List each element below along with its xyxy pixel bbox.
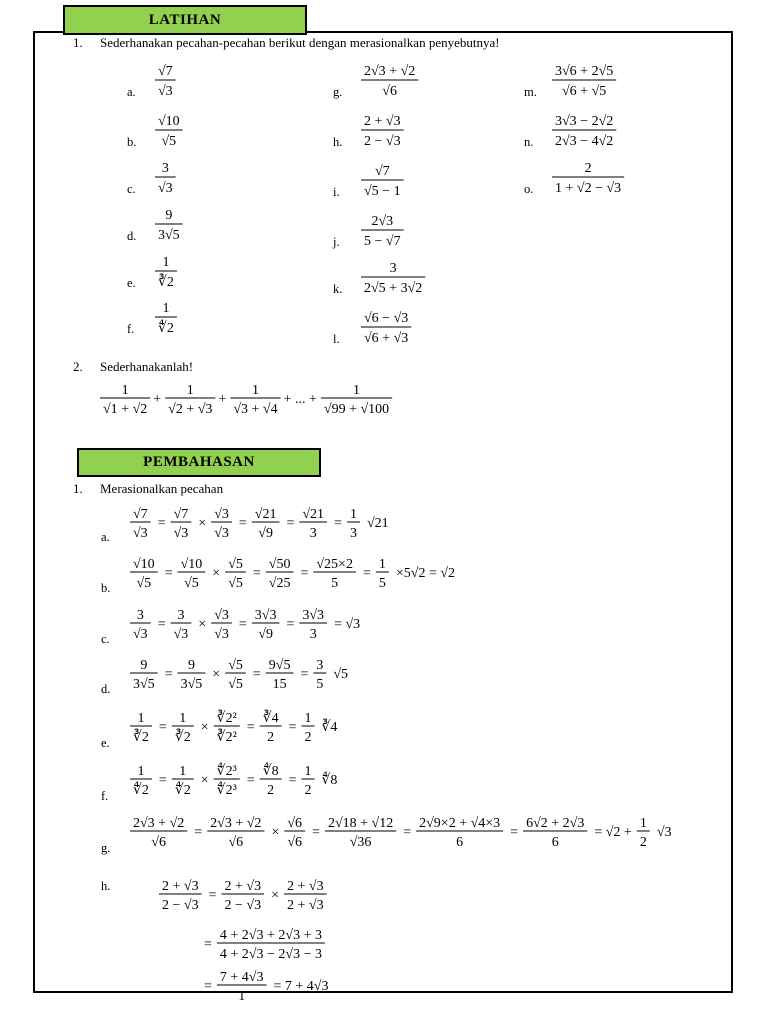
fraction-numerator: √5 [228, 658, 243, 673]
fraction-denominator: 5 [331, 576, 339, 591]
fraction-denominator: √6 [228, 835, 244, 850]
fraction-numerator: 1 [121, 383, 129, 398]
fraction-denominator: √6 [151, 835, 166, 850]
exercise-fraction [359, 157, 469, 203]
solution-step [200, 961, 520, 1009]
fraction-numerator: 1 [304, 764, 312, 779]
exercise-fraction [550, 57, 660, 103]
exercise-label: l. [333, 332, 340, 346]
fraction-numerator: 2 [584, 161, 592, 176]
solution-label: f. [101, 789, 109, 803]
fraction-denominator: 5 [378, 576, 386, 591]
solution-expression [128, 702, 728, 750]
fraction-denominator: ∛2 [158, 275, 174, 290]
math-text: × [198, 616, 207, 632]
fraction-denominator: ∛2 [133, 730, 149, 745]
fraction-numerator: √7 [158, 64, 173, 79]
fraction-numerator: 2√3 + √2 [210, 816, 262, 831]
math-text: = [238, 616, 247, 632]
fraction-denominator: √5 [136, 576, 152, 591]
math-text: = [362, 565, 371, 581]
math-text: × [212, 565, 221, 581]
math-text: = [312, 824, 320, 840]
fraction-denominator: 3√5 [133, 677, 155, 692]
fraction-denominator: 2 [304, 730, 312, 745]
math-text: × [198, 515, 207, 531]
fraction-denominator: 3√5 [180, 677, 203, 692]
fraction-numerator: 2√3 + √2 [364, 64, 416, 79]
fraction-numerator: 1 [349, 507, 357, 522]
exercise-fraction [359, 207, 469, 253]
fraction-numerator: 1 [639, 816, 647, 831]
fraction-numerator: 2√9×2 + √4×3 [419, 816, 501, 831]
math-text: √3 [656, 824, 672, 840]
fraction-numerator: 3 [316, 658, 324, 673]
plus-sign: + [153, 392, 162, 407]
math-text: = [204, 978, 212, 994]
math-text: = [204, 936, 212, 952]
exercise-label: b. [127, 135, 137, 149]
math-text: = [288, 719, 297, 735]
fraction-numerator: √10 [133, 557, 155, 572]
fraction-numerator: √5 [228, 557, 243, 572]
latihan-title: LATIHAN [148, 11, 222, 28]
fraction-denominator: ∜2³ [216, 783, 237, 798]
fraction-denominator: √5 [228, 677, 243, 692]
math-text: × [271, 887, 279, 903]
fraction-denominator: √5 [161, 134, 177, 149]
fraction-numerator: ∜2³ [216, 764, 237, 779]
fraction-denominator: 2√3 − 4√2 [555, 134, 614, 149]
solution-expression [128, 807, 728, 855]
math-text: = [164, 666, 173, 682]
fraction-denominator: √3 [214, 526, 229, 541]
math-text: = √3 [334, 616, 361, 632]
fraction-numerator: ∜8 [262, 764, 279, 779]
solution-step [200, 919, 520, 967]
fraction-numerator: ∛4 [262, 711, 279, 726]
exercise-label: o. [524, 182, 534, 196]
plus-sign: + [218, 392, 227, 407]
fraction-denominator: √3 [158, 181, 173, 196]
fraction-numerator: 3 [136, 608, 144, 623]
fraction-denominator: 2 [267, 783, 275, 798]
solution-label: e. [101, 736, 110, 750]
math-text: = [158, 772, 167, 788]
latihan-banner [63, 5, 307, 35]
fraction-numerator: 1 [186, 383, 194, 398]
fraction-numerator: √25×2 [316, 557, 353, 572]
fraction-denominator: √3 + √4 [233, 402, 278, 417]
fraction-numerator: 9 [165, 208, 173, 223]
math-text: = √2 + [594, 824, 632, 840]
solution-expression [128, 599, 728, 647]
math-text: √5 [333, 666, 349, 682]
fraction-denominator: 1 + √2 − √3 [555, 181, 622, 196]
fraction-numerator: 1 [179, 764, 187, 779]
fraction-denominator: 6 [551, 835, 559, 850]
fraction-denominator: √3 [173, 627, 189, 642]
fraction-denominator: ∜2 [174, 783, 191, 798]
fraction-numerator: √21 [254, 507, 277, 522]
math-text: = [286, 515, 295, 531]
q2-instruction: Sederhanakanlah! [100, 359, 194, 374]
exercise-label: h. [333, 135, 343, 149]
fraction-denominator: √9 [258, 627, 273, 642]
exercise-fraction [359, 254, 469, 300]
fraction-denominator: ∜2 [158, 321, 174, 336]
math-text: = [288, 772, 297, 788]
fraction-denominator: √3 [214, 627, 229, 642]
fraction-denominator: √5 [228, 576, 243, 591]
fraction-denominator: 2 − √3 [364, 134, 401, 149]
fraction-numerator: 4 + 2√3 + 2√3 + 3 [219, 928, 322, 943]
exercise-fraction [550, 154, 660, 200]
fraction-denominator: ∛2 [174, 730, 191, 745]
fraction-numerator: 2√3 [371, 214, 394, 229]
q1-number: 1. [73, 35, 83, 50]
solution-expression [128, 649, 728, 697]
fraction-denominator: 2 [304, 783, 312, 798]
q2-sum-expression [98, 376, 428, 420]
fraction-denominator: 2 [639, 835, 647, 850]
fraction-numerator: 1 [137, 711, 145, 726]
exercise-fraction [359, 107, 469, 153]
math-text: ×5√2 = √2 [395, 565, 456, 581]
fraction-numerator: 3 [161, 161, 169, 176]
fraction-numerator: ∛2² [216, 711, 237, 726]
math-text: = [286, 616, 295, 632]
fraction-numerator: √10 [180, 557, 203, 572]
fraction-numerator: 1 [162, 301, 170, 316]
fraction-denominator: √3 [158, 84, 173, 99]
fraction-numerator: √7 [133, 507, 148, 522]
math-text: = [246, 772, 255, 788]
fraction-numerator: 3 [177, 608, 185, 623]
math-text: = 7 + 4√3 [273, 978, 329, 994]
math-text: = [252, 565, 261, 581]
fraction-denominator: 2 − √3 [162, 898, 199, 913]
fraction-denominator: √3 [173, 526, 189, 541]
math-text: = [208, 887, 217, 903]
fraction-denominator: 15 [272, 677, 287, 692]
solution-label: b. [101, 581, 111, 595]
fraction-denominator: √5 − 1 [364, 184, 401, 199]
math-text: × [200, 772, 209, 788]
fraction-numerator: 1 [179, 711, 187, 726]
exercise-label: g. [333, 85, 343, 99]
exercise-label: e. [127, 276, 136, 290]
fraction-numerator: √6 − √3 [364, 311, 409, 326]
ellipsis-sign: + ... + [283, 392, 317, 407]
fraction-denominator: 2√5 + 3√2 [364, 281, 423, 296]
fraction-numerator: 3√3 [302, 608, 325, 623]
fraction-denominator: 3 [309, 526, 317, 541]
exercise-fraction [153, 57, 263, 103]
fraction-denominator: 3 [309, 627, 317, 642]
fraction-numerator: √6 [287, 816, 303, 831]
math-text: = [238, 515, 247, 531]
fraction-denominator: 1 [238, 989, 246, 1004]
fraction-numerator: √10 [158, 114, 180, 129]
exercise-fraction [153, 201, 263, 247]
fraction-denominator: √3 [133, 627, 148, 642]
fraction-denominator: 2 + √3 [287, 898, 324, 913]
exercise-fraction [153, 154, 263, 200]
fraction-numerator: 3√6 + 2√5 [555, 64, 614, 79]
fraction-numerator: 1 [251, 383, 259, 398]
math-text: = [164, 565, 173, 581]
fraction-denominator: 5 − √7 [364, 234, 401, 249]
fraction-denominator: √6 + √3 [364, 331, 409, 346]
fraction-numerator: √7 [173, 507, 189, 522]
fraction-numerator: 1 [162, 255, 170, 270]
exercise-label: f. [127, 322, 135, 336]
exercise-fraction [153, 248, 263, 294]
fraction-numerator: 6√2 + 2√3 [526, 816, 585, 831]
solution-label: a. [101, 530, 110, 544]
math-text: = [300, 565, 309, 581]
math-text: √21 [366, 515, 389, 531]
fraction-denominator: 4 + 2√3 − 2√3 − 3 [219, 947, 322, 962]
math-text: × [200, 719, 209, 735]
math-text: = [157, 616, 166, 632]
math-text: × [271, 824, 280, 840]
pembahasan-title: PEMBAHASAN [143, 454, 255, 470]
q2-number: 2. [73, 359, 83, 374]
fraction-denominator: √9 [258, 526, 273, 541]
fraction-numerator: 2 + √3 [224, 879, 262, 894]
fraction-denominator: √6 [382, 84, 397, 99]
fraction-denominator: ∛2² [216, 730, 237, 745]
math-text: = [157, 515, 166, 531]
fraction-numerator: √21 [302, 507, 325, 522]
solution-heading: Merasionalkan pecahan [100, 481, 224, 496]
exercise-fraction [359, 57, 469, 103]
math-text: = [510, 824, 519, 840]
fraction-numerator: 2√3 + √2 [133, 816, 185, 831]
solution-number: 1. [73, 481, 83, 496]
solution-expression [128, 548, 728, 596]
fraction-denominator: 2 [267, 730, 275, 745]
fraction-numerator: 1 [137, 764, 145, 779]
fraction-numerator: 2 + √3 [162, 879, 199, 894]
fraction-numerator: 9 [140, 658, 148, 673]
fraction-denominator: √25 [268, 576, 291, 591]
fraction-numerator: 9√5 [268, 658, 291, 673]
fraction-numerator: 1 [353, 383, 361, 398]
math-text: = [300, 666, 309, 682]
pembahasan-banner [77, 448, 321, 477]
exercise-fraction [550, 107, 660, 153]
fraction-denominator: 5 [316, 677, 324, 692]
fraction-denominator: 3 [349, 526, 357, 541]
exercise-fraction [153, 294, 263, 340]
fraction-numerator: 2 + √3 [287, 879, 324, 894]
fraction-numerator: √3 [214, 507, 229, 522]
fraction-numerator: √50 [268, 557, 291, 572]
fraction-denominator: √1 + √2 [103, 402, 148, 417]
exercise-fraction [359, 304, 469, 350]
exercise-label: k. [333, 282, 343, 296]
fraction-denominator: 2 − √3 [224, 898, 262, 913]
fraction-numerator: 3√3 − 2√2 [555, 114, 614, 129]
math-text: = [246, 719, 255, 735]
fraction-denominator: √6 [287, 835, 303, 850]
fraction-numerator: 9 [187, 658, 195, 673]
fraction-numerator: 1 [378, 557, 386, 572]
math-text: ∛4 [321, 719, 338, 735]
fraction-denominator: 3√5 [158, 228, 180, 243]
solution-step [157, 870, 477, 918]
exercise-label: n. [524, 135, 534, 149]
fraction-numerator: 7 + 4√3 [219, 970, 264, 985]
math-text: = [194, 824, 203, 840]
solution-label: d. [101, 682, 111, 696]
solution-label: c. [101, 632, 110, 646]
fraction-denominator: √6 + √5 [562, 84, 607, 99]
fraction-numerator: √3 [214, 608, 229, 623]
exercise-label: m. [524, 85, 537, 99]
exercise-label: c. [127, 182, 136, 196]
math-text: = [252, 666, 261, 682]
exercise-label: a. [127, 85, 136, 99]
q1-instruction: Sederhanakan pecahan-pecahan berikut dengan merasionalkan penyebutnya! [100, 35, 500, 50]
exercise-label: d. [127, 229, 137, 243]
fraction-numerator: 2√18 + √12 [327, 816, 394, 831]
fraction-numerator: 1 [304, 711, 312, 726]
math-text: × [212, 666, 221, 682]
exercise-fraction [153, 107, 263, 153]
fraction-denominator: 6 [456, 835, 464, 850]
solution-expression [128, 755, 728, 803]
fraction-numerator: 3 [389, 261, 397, 276]
fraction-denominator: √99 + √100 [323, 402, 390, 417]
fraction-numerator: 3√3 [254, 608, 277, 623]
solution-label: h. [101, 879, 111, 893]
exercise-label: j. [333, 235, 340, 249]
solution-expression [128, 498, 728, 546]
math-text: = [158, 719, 167, 735]
fraction-numerator: √7 [374, 164, 390, 179]
math-text: = [403, 824, 412, 840]
fraction-denominator: √3 [133, 526, 148, 541]
solution-label: g. [101, 841, 111, 855]
exercise-label: i. [333, 185, 340, 199]
fraction-denominator: √36 [349, 835, 372, 850]
fraction-denominator: ∜2 [133, 783, 149, 798]
fraction-denominator: √5 [184, 576, 199, 591]
math-text: ∜8 [321, 772, 338, 788]
fraction-denominator: √2 + √3 [168, 402, 213, 417]
math-text: = [334, 515, 342, 531]
fraction-numerator: 2 + √3 [364, 114, 401, 129]
